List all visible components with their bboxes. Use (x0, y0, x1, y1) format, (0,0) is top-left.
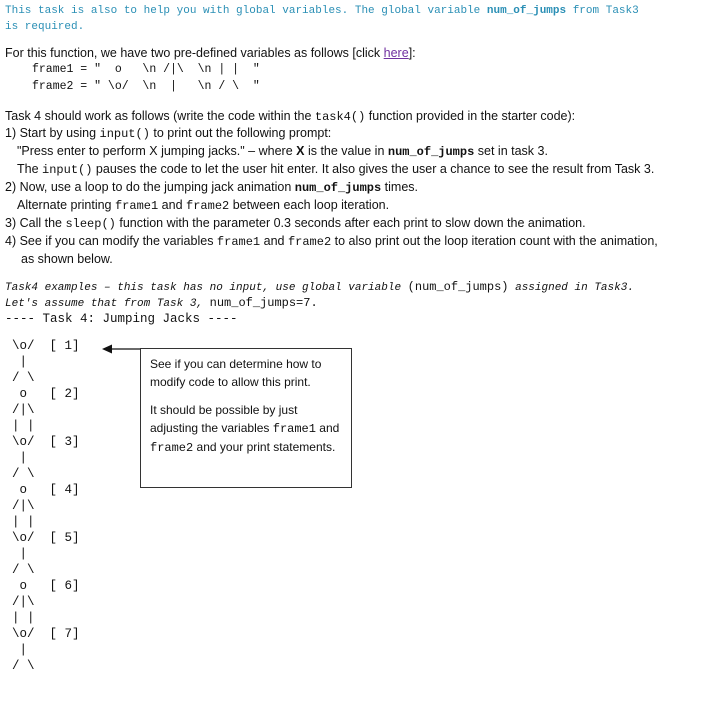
step-1-x: X (296, 144, 305, 158)
output-line: /|\ (12, 499, 35, 513)
output-line: / \ (12, 467, 35, 481)
step-3-b: function with the parameter 0.3 seconds after each print to slow down the animation. (115, 216, 586, 230)
task-intro-code: task4() (314, 110, 366, 124)
intro-var: num_of_jumps (486, 5, 567, 17)
step-4-c: to also print out the loop iteration count with the animation, (331, 234, 658, 248)
step-2-b: times. (381, 180, 418, 194)
step-1-note (17, 160, 654, 179)
step-4-frame2: frame2 (287, 235, 332, 249)
step-1-var: num_of_jumps (387, 145, 475, 159)
output-line: | | (12, 611, 35, 625)
examples-line2-a: Let's assume that from Task 3, (5, 298, 210, 310)
vars-lead (5, 44, 416, 62)
output-line: / \ (12, 659, 35, 673)
output-line: o [ 2] (12, 387, 80, 401)
vars-lead-end: ]: (408, 46, 416, 60)
output-line: | (12, 547, 28, 561)
examples-line2 (5, 295, 318, 312)
output-line: / \ (12, 563, 35, 577)
examples-line1 (5, 279, 634, 296)
step-1-note-code: input() (42, 163, 93, 177)
intro-line1: This task is also to help you with global variables. The global variable (5, 5, 487, 17)
hint-p2-c: and your print statements. (193, 440, 336, 454)
step-2-frame1: frame1 (114, 199, 159, 213)
output-line: | (12, 643, 28, 657)
here-link[interactable]: here (383, 46, 409, 60)
step-1-prompt-b: is the value in (304, 144, 388, 158)
step-1-a: 1) Start by using (5, 126, 100, 140)
output-header: ---- Task 4: Jumping Jacks ---- (5, 312, 238, 326)
step-4 (5, 232, 658, 251)
step-1-note-b: pauses the code to let the user hit enter. It also gives the user a chance to see the result from Task 3. (92, 162, 655, 176)
examples-line1-a: Task4 examples – this task has no input, use global variable (5, 282, 408, 294)
hint-p1: See if you can determine how to modify code to allow this print. (150, 357, 322, 389)
step-4-a: 4) See if you can modify the variables (5, 234, 217, 248)
step-1 (5, 124, 331, 143)
jumping-jacks-output (12, 338, 80, 674)
frame2-def: frame2 = " \o/ \n | \n / \ " (32, 80, 260, 93)
step-2-frame2: frame2 (186, 199, 230, 213)
output-line: | (12, 355, 28, 369)
output-line: o [ 4] (12, 483, 80, 497)
step-1-prompt-a: "Press enter to perform X jumping jacks." – where (17, 144, 297, 158)
hint-p2-a: It should be possible by just adjusting the variables (150, 403, 298, 435)
step-4-cont: as shown below. (21, 252, 113, 266)
output-line: /|\ (12, 403, 35, 417)
step-2-note-c: between each loop iteration. (229, 198, 390, 212)
hint-p2 (150, 401, 342, 457)
step-2-var: num_of_jumps (294, 181, 382, 195)
step-1-b: to print out the following prompt: (149, 126, 332, 140)
frame1-def: frame1 = " o \n /|\ \n | | " (32, 63, 260, 76)
intro-line2: is required. (5, 21, 85, 33)
intro-line1-end: from Task3 (566, 5, 639, 17)
output-line: | (12, 451, 28, 465)
output-line: \o/ [ 3] (12, 435, 80, 449)
step-1-prompt-c: set in task 3. (474, 144, 548, 158)
step-2 (5, 178, 418, 197)
output-line: o [ 6] (12, 579, 80, 593)
step-2-a: 2) Now, use a loop to do the jumping jack animation (5, 180, 295, 194)
step-4-b: and (260, 234, 288, 248)
task-intro-a: Task 4 should work as follows (write the code within the (5, 109, 315, 123)
output-line: /|\ (12, 595, 35, 609)
output-line: / \ (12, 371, 35, 385)
step-4-frame1: frame1 (216, 235, 261, 249)
vars-lead-text: For this function, we have two pre-defined variables as follows [click (5, 46, 384, 60)
examples-line1-b: assigned in Task3. (508, 282, 634, 294)
examples-line2-code: num_of_jumps=7. (209, 296, 318, 310)
output-line: \o/ [ 1] (12, 339, 80, 353)
step-2-note (17, 196, 389, 215)
output-line: | | (12, 419, 35, 433)
arrow-icon (100, 341, 142, 357)
intro-text (5, 3, 639, 35)
step-1-note-a: The (17, 162, 43, 176)
step-1-prompt (17, 142, 548, 161)
output-line: \o/ [ 5] (12, 531, 80, 545)
output-line: | | (12, 515, 35, 529)
step-2-note-a: Alternate printing (17, 198, 115, 212)
hint-box (140, 348, 352, 488)
hint-p2-b: and (315, 421, 340, 435)
step-3-code: sleep() (65, 217, 116, 231)
examples-line1-code: (num_of_jumps) (407, 280, 509, 294)
output-line: \o/ [ 7] (12, 627, 80, 641)
step-1-code: input() (99, 127, 150, 141)
step-3 (5, 214, 586, 233)
task-intro-b: function provided in the starter code): (365, 109, 576, 123)
hint-frame2: frame2 (150, 441, 194, 455)
hint-frame1: frame1 (272, 422, 316, 436)
step-2-note-b: and (158, 198, 187, 212)
step-3-a: 3) Call the (5, 216, 66, 230)
